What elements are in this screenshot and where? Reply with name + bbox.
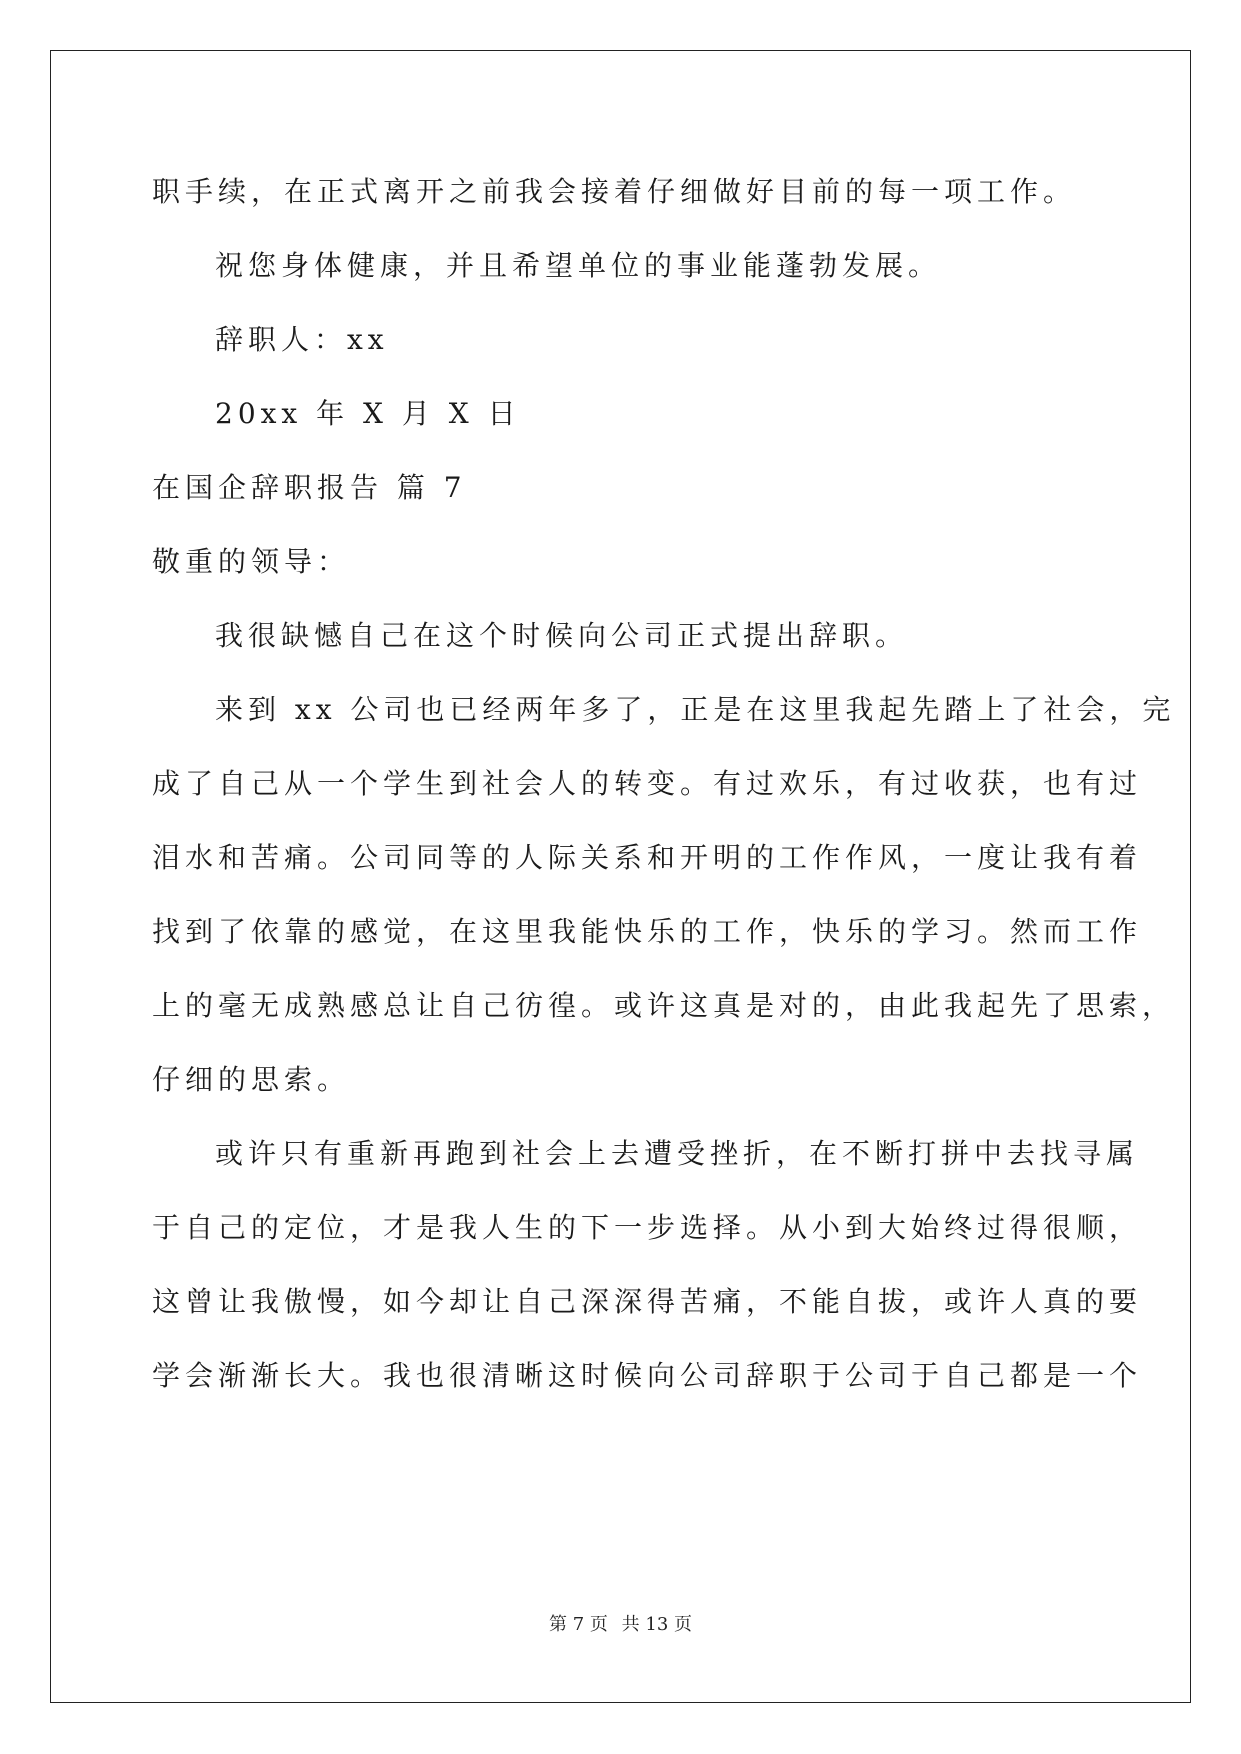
paragraph-line: 仔细的思索。 [152, 1063, 351, 1096]
paragraph-line: 于自己的定位，才是我人生的下一步选择。从小到大始终过得很顺， [152, 1211, 1143, 1244]
salutation: 敬重的领导： [152, 545, 351, 578]
paragraph-line: 祝您身体健康，并且希望单位的事业能蓬勃发展。 [215, 249, 942, 282]
paragraph-line: 或许只有重新再跑到社会上去遭受挫折，在不断打拼中去找寻属 [215, 1137, 1140, 1170]
paragraph-line: 上的毫无成熟感总让自己彷徨。或许这真是对的，由此我起先了思索， [152, 989, 1176, 1022]
paragraph-line: 来到 xx 公司也已经两年多了，正是在这里我起先踏上了社会，完 [215, 693, 1176, 726]
paragraph-line: 找到了依靠的感觉，在这里我能快乐的工作，快乐的学习。然而工作 [152, 915, 1143, 948]
signature-line: 辞职人：xx [215, 323, 389, 356]
paragraph-line: 学会渐渐长大。我也很清晰这时候向公司辞职于公司于自己都是一个 [152, 1359, 1143, 1392]
page-footer [0, 1610, 1241, 1636]
paragraph-line: 这曾让我傲慢，如今却让自己深深得苦痛，不能自拔，或许人真的要 [152, 1285, 1143, 1318]
paragraph-line: 职手续，在正式离开之前我会接着仔细做好目前的每一项工作。 [152, 175, 1077, 208]
page-number: 第 7 页 [549, 1614, 608, 1635]
paragraph-line: 泪水和苦痛。公司同等的人际关系和开明的工作作风，一度让我有着 [152, 841, 1143, 874]
date-line: 20xx 年 X 月 X 日 [215, 397, 521, 430]
section-heading: 在国企辞职报告 篇 7 [152, 471, 467, 504]
page-total: 共 13 页 [621, 1614, 692, 1635]
paragraph-line: 成了自己从一个学生到社会人的转变。有过欢乐，有过收获，也有过 [152, 767, 1143, 800]
paragraph-line: 我很缺憾自己在这个时候向公司正式提出辞职。 [215, 619, 909, 652]
